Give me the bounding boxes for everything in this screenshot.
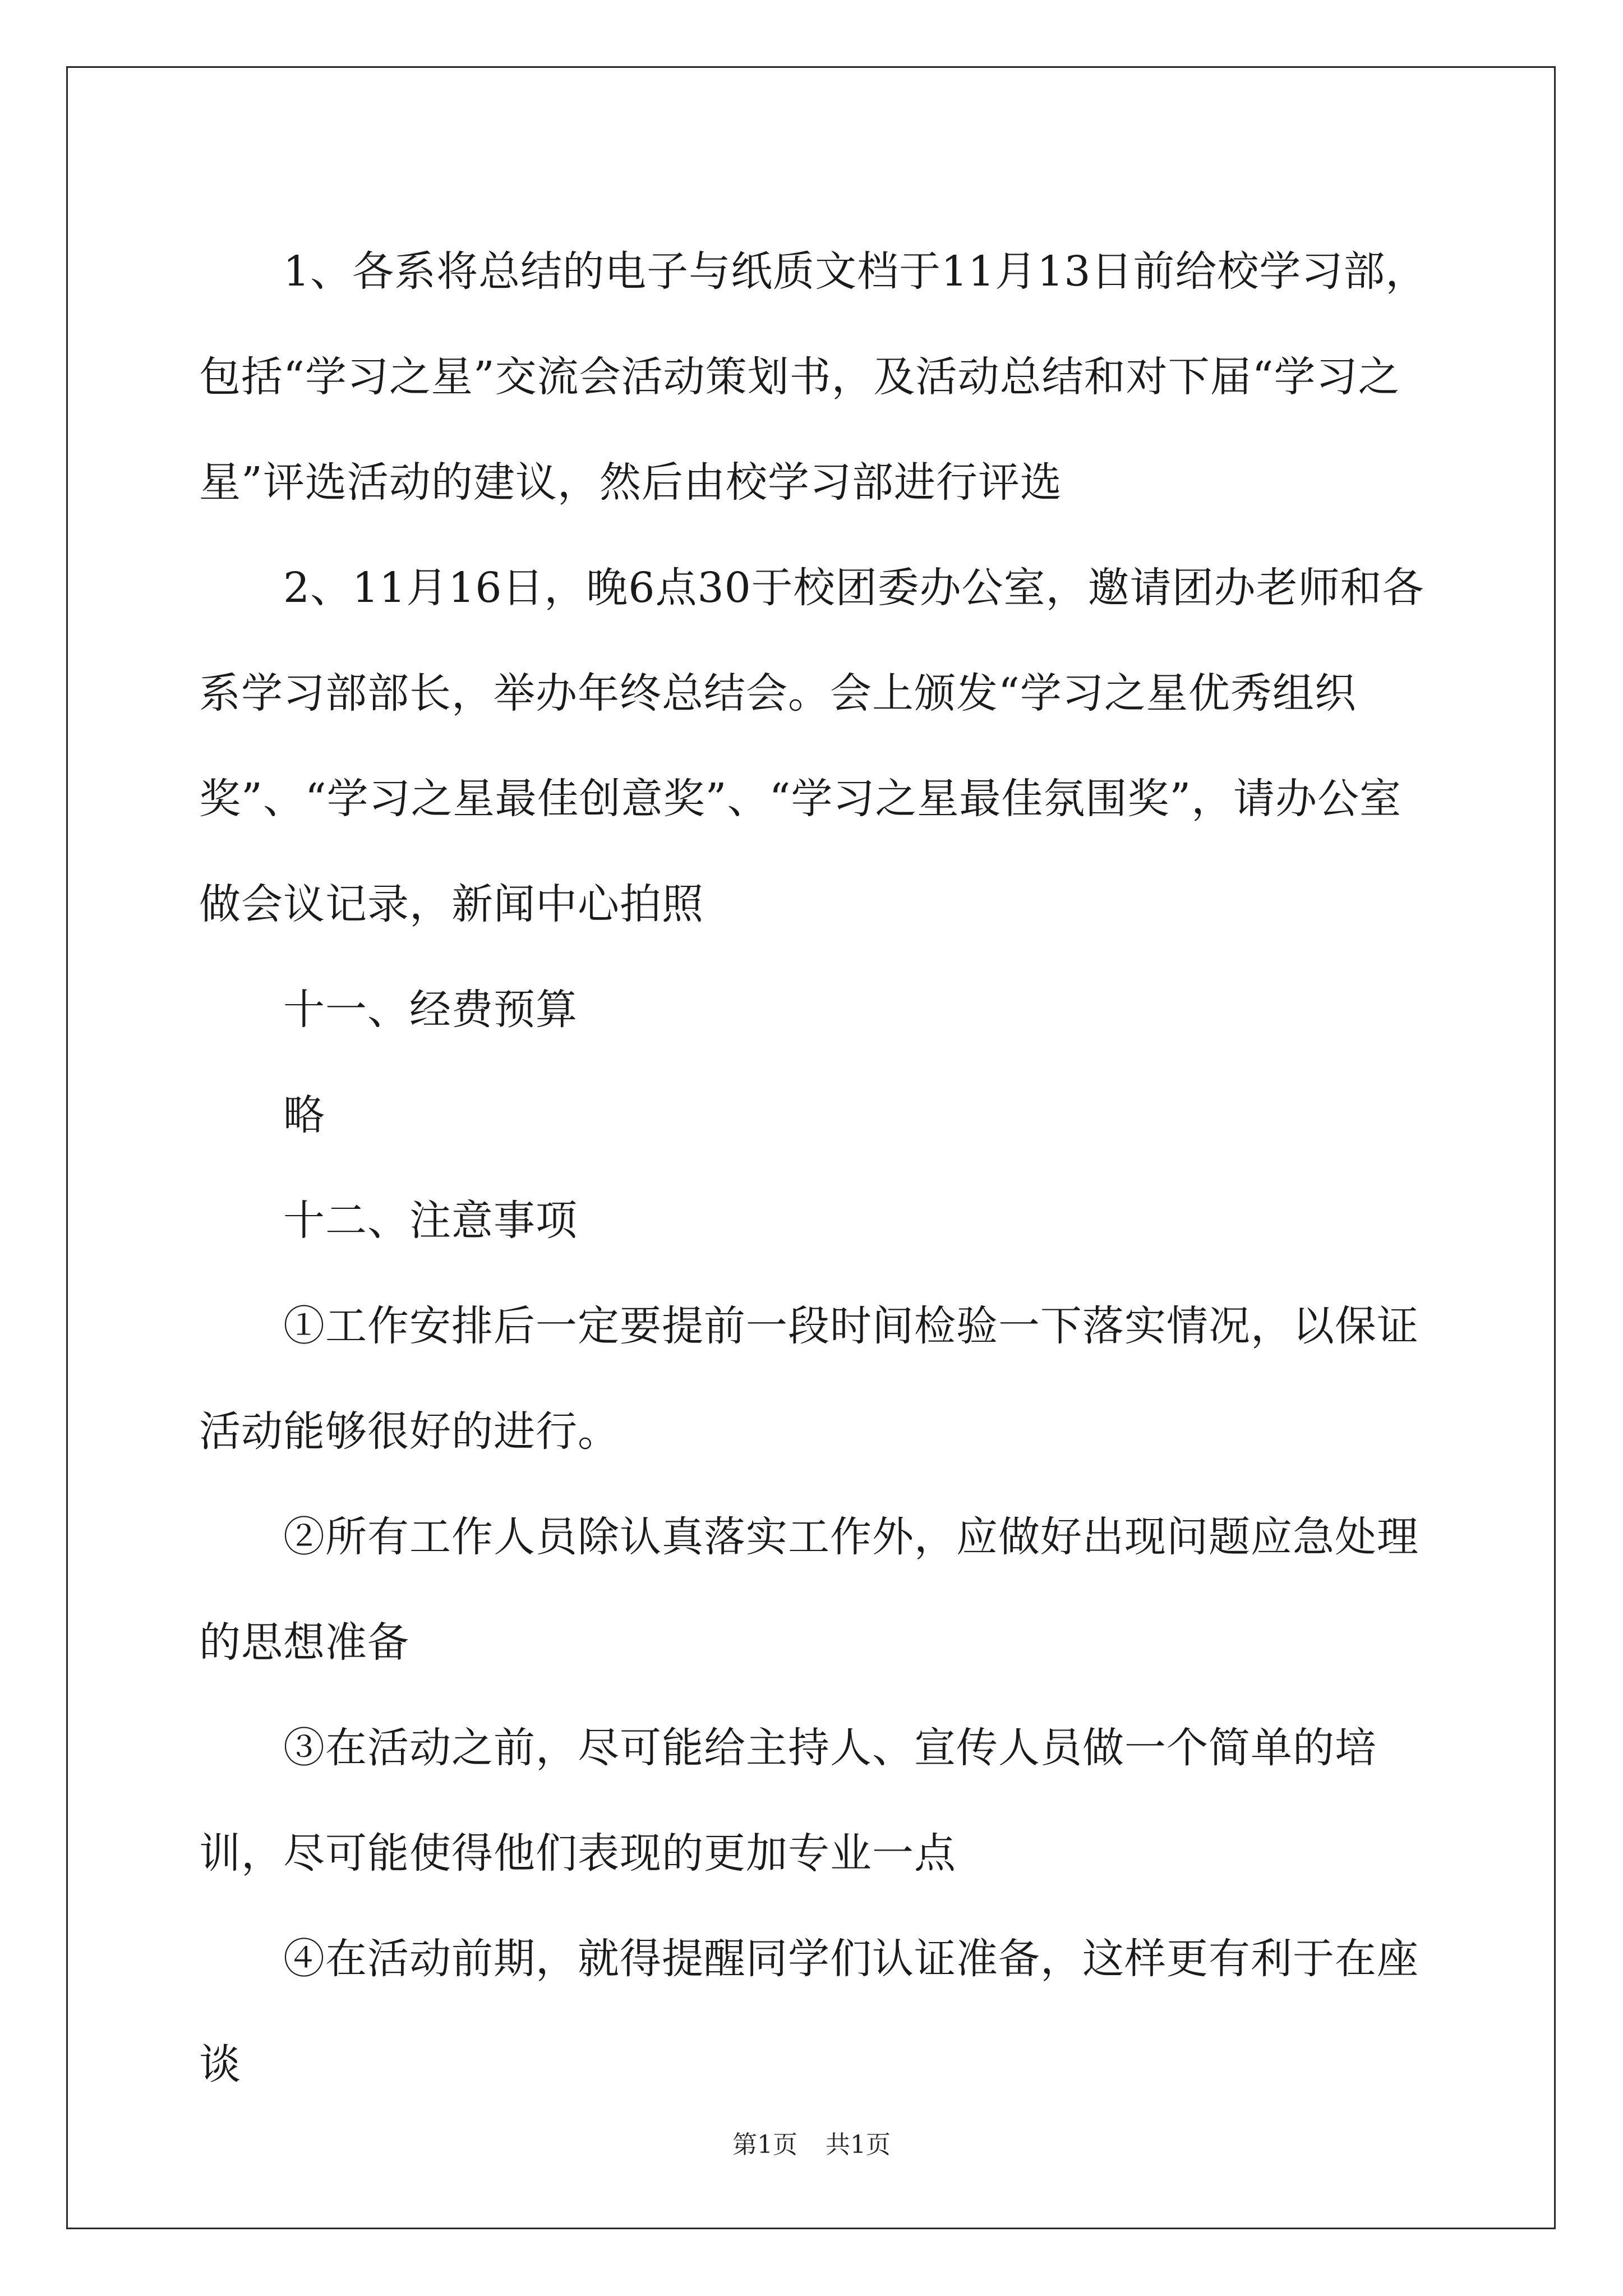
paragraph-2: 2、11月16日，晚6点30于校团委办公室，邀请团办老师和各系学习部部长，举办年终总结会。会上颁发“学习之星优秀组织奖”、“学习之星最佳创意奖”、“学习之星最佳氛围奖”，请办公室做会议记录，新闻中心拍照 xyxy=(199,564,1424,928)
note-item-2: ②所有工作人员除认真落实工作外，应做好出现问题应急处理的思想准备 xyxy=(199,1513,1419,1667)
note-item-1: ①工作安排后一定要提前一段时间检验一下落实情况，以保证活动能够很好的进行。 xyxy=(199,1302,1419,1456)
document-body xyxy=(199,219,1433,2117)
note-item-4: ④在活动前期，就得提醒同学们认证准备，这样更有利于在座谈 xyxy=(199,1935,1419,2088)
paragraph-budget-body: 略 xyxy=(283,1091,325,1139)
note-item-3: ③在活动之前，尽可能给主持人、宣传人员做一个简单的培训，尽可能使得他们表现的更加专业一点 xyxy=(199,1724,1377,1878)
paragraph-1: 1、各系将总结的电子与纸质文档于11月13日前给校学习部，包括“学习之星”交流会活动策划书，及活动总结和对下届“学习之星”评选活动的建议，然后由校学习部进行评选 xyxy=(199,247,1428,507)
page-total: 共1页 xyxy=(826,2131,891,2159)
page-footer xyxy=(0,2124,1623,2160)
section-heading-budget: 十一、经费预算 xyxy=(283,986,578,1034)
page-number: 第1页 xyxy=(732,2131,797,2159)
section-heading-notes: 十二、注意事项 xyxy=(283,1197,578,1245)
